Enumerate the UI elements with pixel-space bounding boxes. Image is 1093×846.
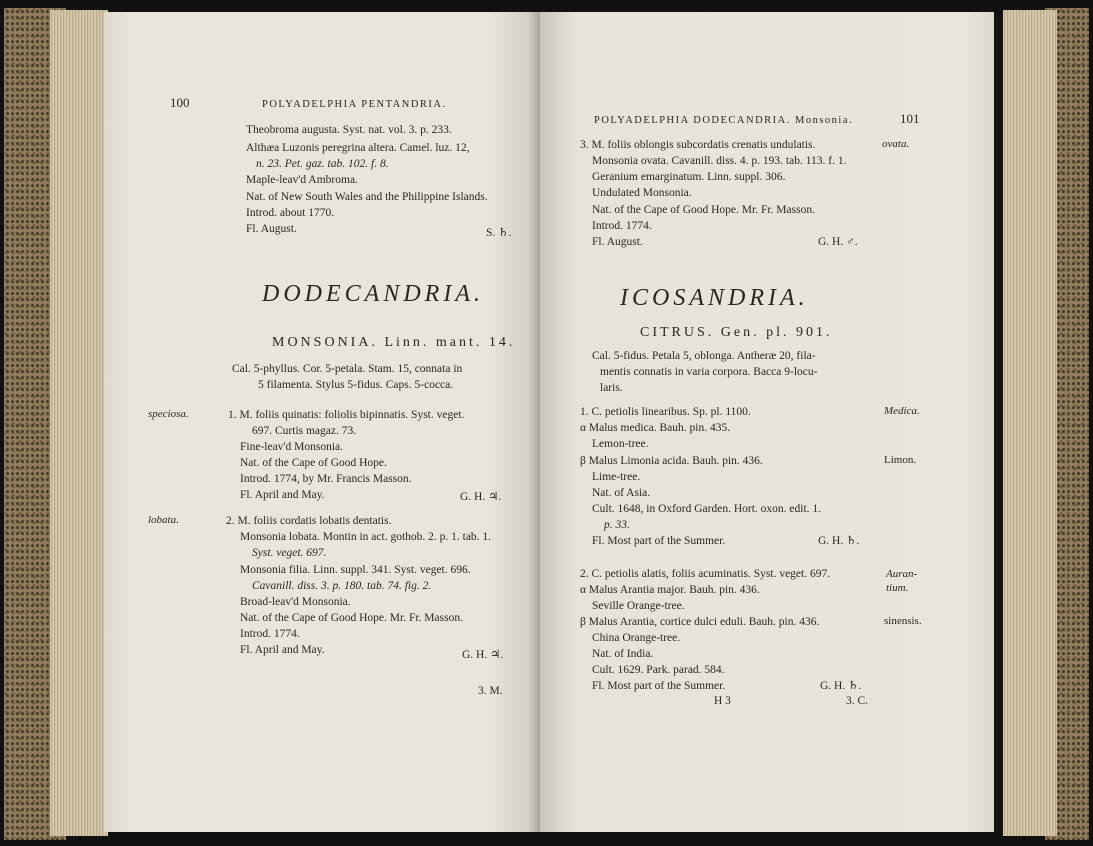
entry-line: Nat. of the Cape of Good Hope. Mr. Fr. Masson.	[240, 612, 463, 624]
genus-heading: CITRUS. Gen. pl. 901.	[640, 325, 833, 340]
entry-line: Cult. 1629. Park. parad. 584.	[592, 664, 725, 676]
left-running-head: POLYADELPHIA PENTANDRIA.	[262, 99, 447, 110]
entry-line: p. 33.	[604, 519, 630, 531]
margin-species-name: Limon.	[884, 454, 917, 466]
entry-line: G. H. ♄.	[818, 535, 860, 547]
entry-line: α Malus Arantia major. Bauh. pin. 436.	[580, 584, 760, 596]
entry-line: β Malus Arantia, cortice dulci eduli. Bauh. pin. 436.	[580, 616, 820, 628]
entry-line: Lemon-tree.	[592, 438, 649, 450]
left-page-edges	[50, 10, 108, 836]
entry-line: Introd. 1774, by Mr. Francis Masson.	[240, 473, 412, 485]
entry-line: Fl. Most part of the Summer.	[592, 680, 726, 692]
entry-line: Fl. April and May.	[240, 489, 325, 501]
entry-line: Introd. about 1770.	[246, 207, 335, 219]
entry-line: G. H. ♃.	[460, 491, 502, 503]
entry-line: Fl. August.	[246, 223, 297, 235]
entry-line: 1. C. petiolis linearibus. Sp. pl. 1100.	[580, 406, 751, 418]
entry-line: Undulated Monsonia.	[592, 187, 692, 199]
generic-character-line: 5 filamenta. Stylus 5-fidus. Caps. 5-cocca.	[258, 379, 454, 391]
entry-line: Introd. 1774.	[592, 220, 652, 232]
entry-line: Monsonia ovata. Cavanill. diss. 4. p. 193. tab. 113. f. 1.	[592, 155, 847, 167]
entry-line: Monsonia filia. Linn. suppl. 341. Syst. veget. 696.	[240, 564, 471, 576]
entry-line: Cult. 1648, in Oxford Garden. Hort. oxon. edit. 1.	[592, 503, 822, 515]
generic-character-line: Cal. 5-phyllus. Cor. 5-petala. Stam. 15, connata in	[232, 363, 463, 375]
entry-line: S. ♄.	[486, 227, 512, 239]
entry-line: Lime-tree.	[592, 471, 641, 483]
entry-line: Theobroma augusta. Syst. nat. vol. 3. p. 233.	[246, 124, 452, 136]
margin-species-name: sinensis.	[884, 615, 922, 627]
entry-line: Seville Orange-tree.	[592, 600, 685, 612]
entry-line: Nat. of the Cape of Good Hope. Mr. Fr. Masson.	[592, 204, 815, 216]
entry-line: β Malus Limonia acida. Bauh. pin. 436.	[580, 455, 763, 467]
entry-line: Nat. of Asia.	[592, 487, 651, 499]
catchword: 3. M.	[478, 685, 503, 697]
entry-line: 1. M. foliis quinatis: foliolis bipinnatis. Syst. veget.	[228, 409, 465, 421]
entry-line: Althæa Luzonis peregrina altera. Camel. luz. 12,	[246, 142, 470, 154]
entry-line: Syst. veget. 697.	[252, 547, 327, 559]
entry-line: Maple-leav'd Ambroma.	[246, 174, 358, 186]
entry-line: n. 23. Pet. gaz. tab. 102. f. 8.	[256, 158, 389, 170]
right-page-edges	[1003, 10, 1057, 836]
entry-line: G. H. ♂.	[818, 236, 858, 248]
entry-line: G. H. ♄.	[820, 680, 862, 692]
margin-species-name: Medica.	[884, 405, 920, 417]
entry-line: 2. C. petiolis alatis, foliis acuminatis. Syst. veget. 697.	[580, 568, 831, 580]
right-running-head: POLYADELPHIA DODECANDRIA. Monsonia.	[594, 115, 854, 126]
entry-line: 2. M. foliis cordatis lobatis dentatis.	[226, 515, 392, 527]
generic-character-line: laris.	[600, 382, 623, 394]
entry-line: Cavanill. diss. 3. p. 180. tab. 74. fig. 2.	[252, 580, 432, 592]
entry-line: Broad-leav'd Monsonia.	[240, 596, 351, 608]
entry-line: 697. Curtis magaz. 73.	[252, 425, 357, 437]
margin-species-name: lobata.	[148, 514, 179, 526]
genus-heading: MONSONIA. Linn. mant. 14.	[272, 335, 516, 350]
entry-line: 3. M. foliis oblongis subcordatis crenatis undulatis.	[580, 139, 816, 151]
entry-line: Geranium emarginatum. Linn. suppl. 306.	[592, 171, 786, 183]
entry-line: α Malus medica. Bauh. pin. 435.	[580, 422, 731, 434]
entry-line: Nat. of New South Wales and the Philippine Islands.	[246, 191, 488, 203]
entry-line: Nat. of India.	[592, 648, 654, 660]
entry-line: China Orange-tree.	[592, 632, 681, 644]
entry-line: Fl. Most part of the Summer.	[592, 535, 726, 547]
entry-line: Fl. August.	[592, 236, 643, 248]
class-heading: ICOSANDRIA.	[620, 285, 809, 311]
margin-species-name: Auran- tium.	[886, 568, 918, 594]
signature-mark: H 3	[714, 695, 731, 707]
catchword: 3. C.	[846, 695, 869, 707]
entry-line: G. H. ♃.	[462, 649, 504, 661]
entry-line: Introd. 1774.	[240, 628, 300, 640]
entry-line: Nat. of the Cape of Good Hope.	[240, 457, 387, 469]
margin-species-name: speciosa.	[148, 408, 189, 420]
entry-line: Fine-leav'd Monsonia.	[240, 441, 344, 453]
class-heading: DODECANDRIA.	[262, 281, 484, 307]
right-page-number: 101	[900, 111, 920, 126]
margin-species-name: ovata.	[882, 138, 910, 150]
generic-character-line: mentis connatis in varia corpora. Bacca 9-locu-	[600, 366, 818, 378]
entry-line: Monsonia lobata. Montin in act. gothob. 2. p. 1. tab. 1.	[240, 531, 492, 543]
generic-character-line: Cal. 5-fidus. Petala 5, oblonga. Antheræ 20, fila-	[592, 350, 816, 362]
left-page-number: 100	[170, 95, 190, 110]
entry-line: Fl. April and May.	[240, 644, 325, 656]
